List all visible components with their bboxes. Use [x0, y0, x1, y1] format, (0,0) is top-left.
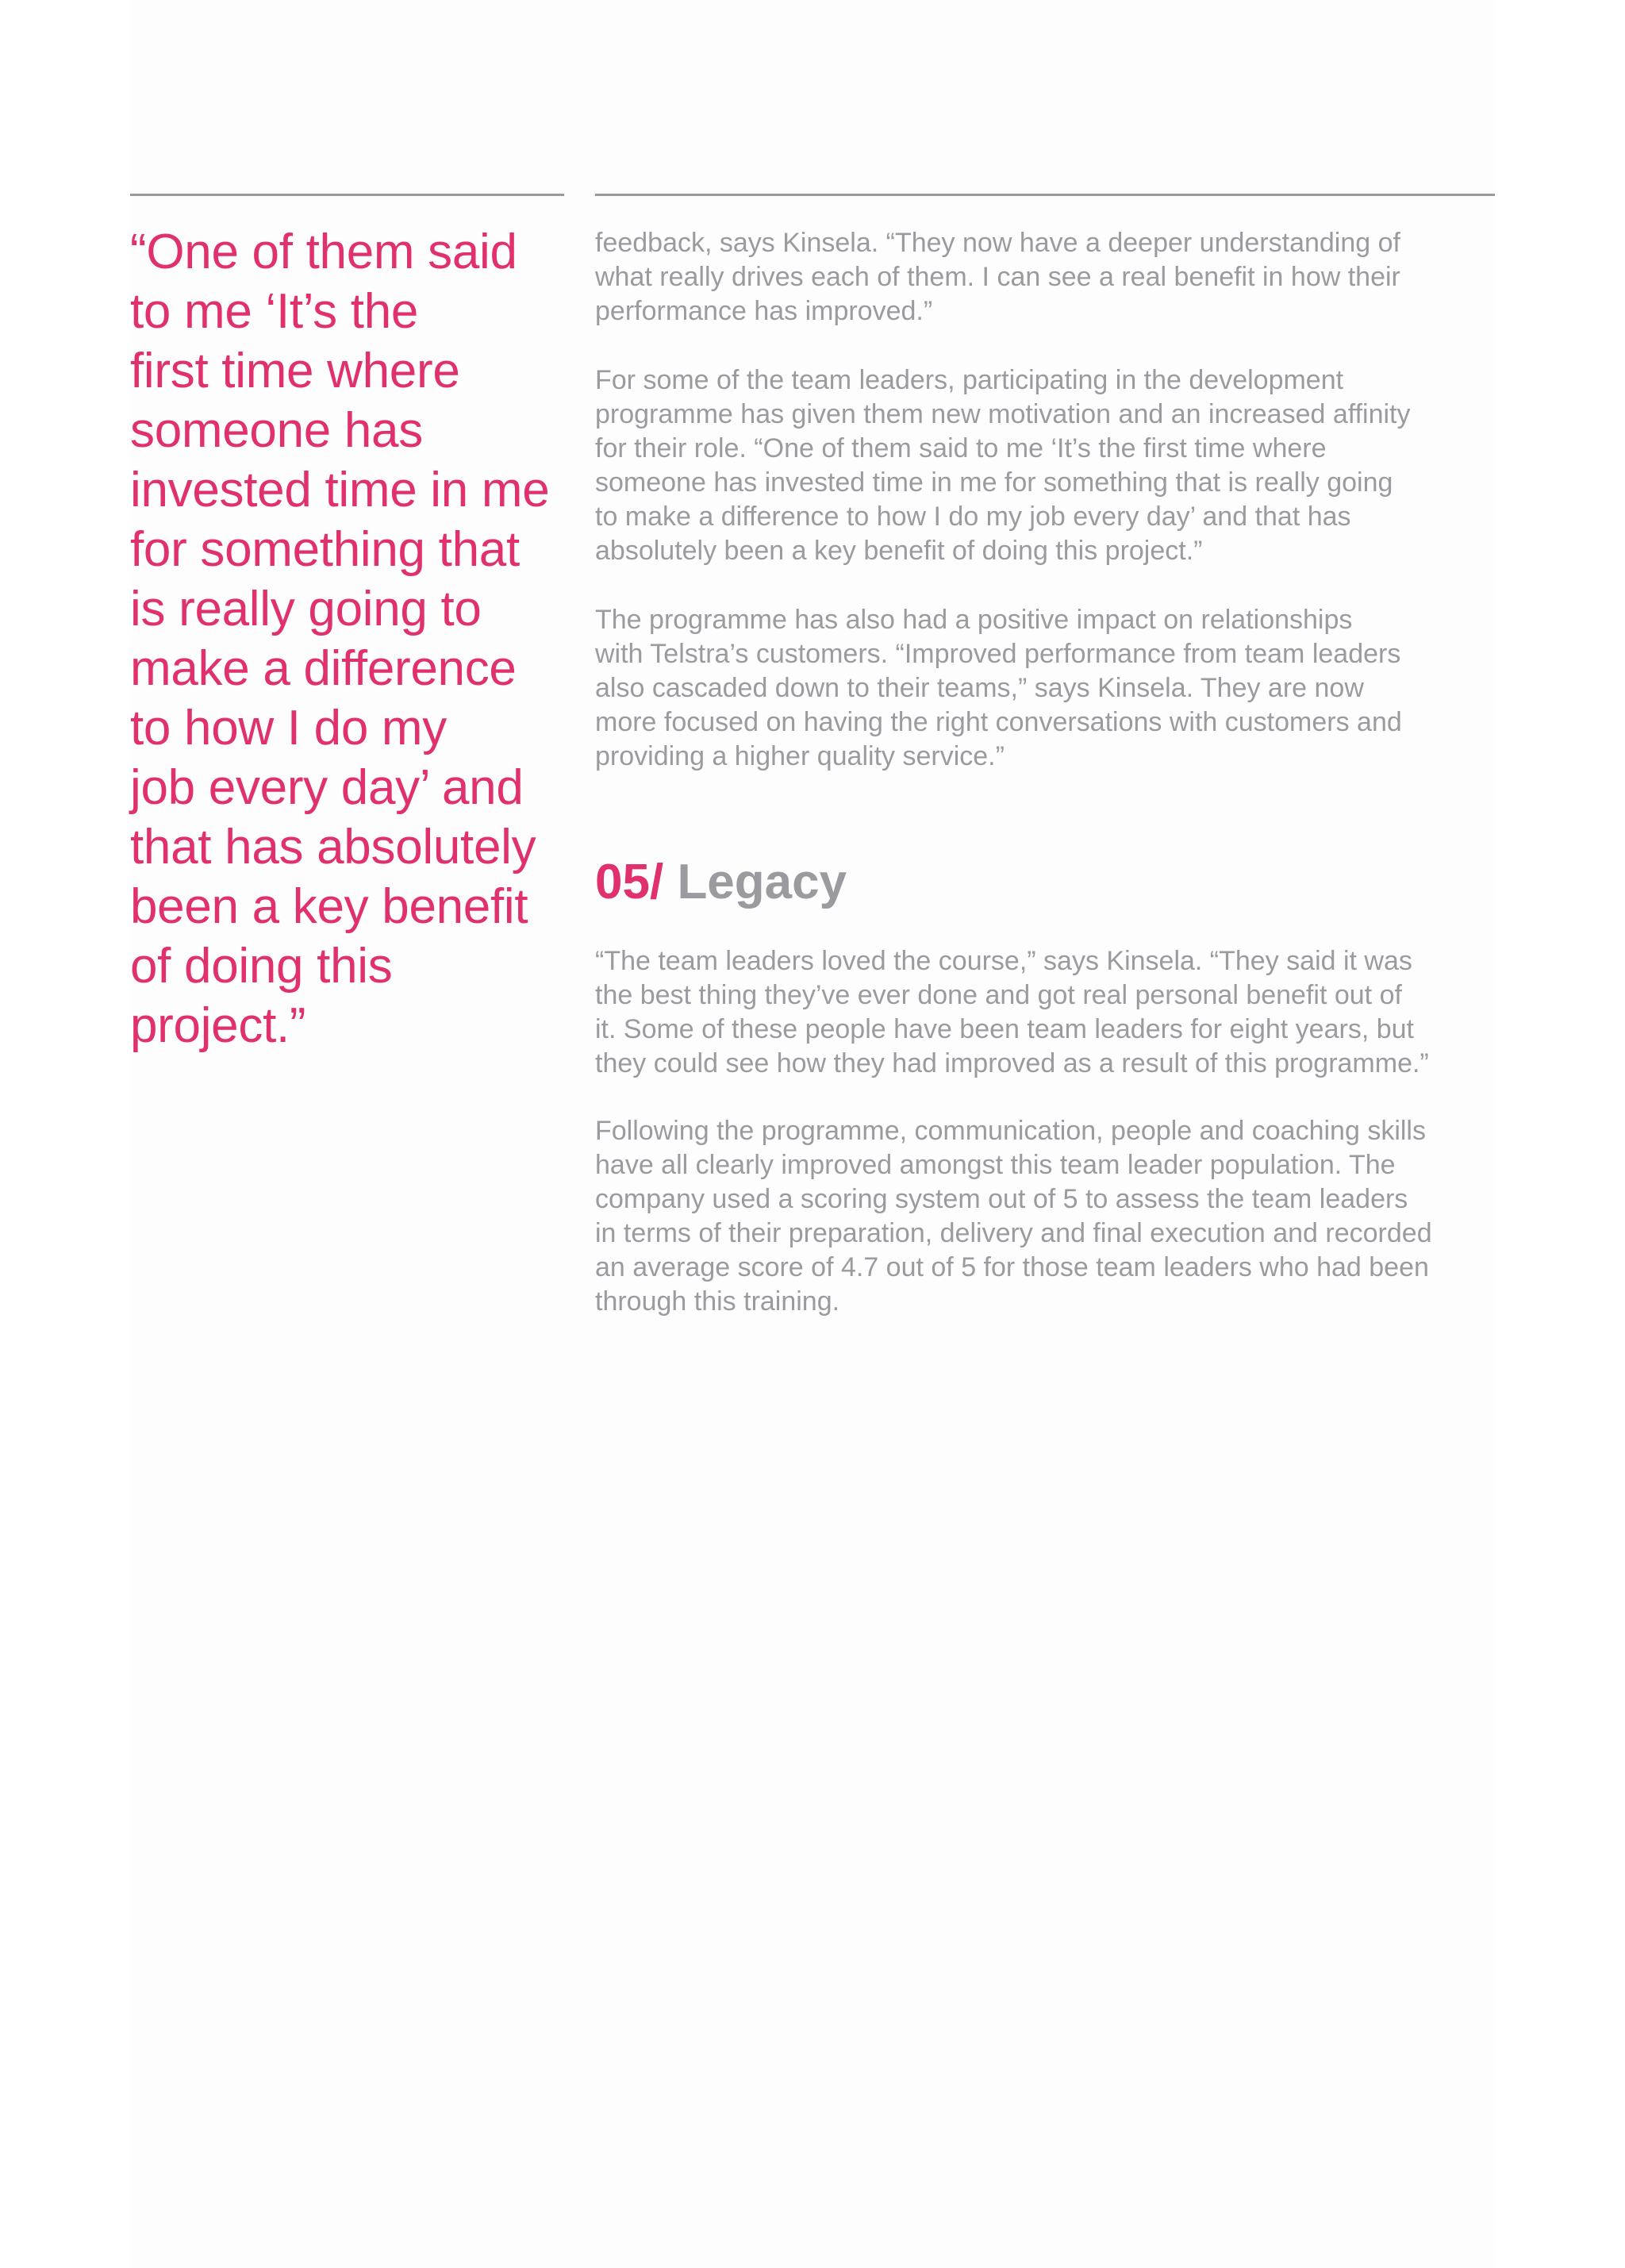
body-line: for their role. “One of them said to me ‘It’s the first time where [595, 433, 1327, 463]
pull-quote-line: first time where [130, 344, 460, 398]
body-line: someone has invested time in me for something that is really going [595, 467, 1393, 498]
body-line: feedback, says Kinsela. “They now have a deeper understanding of [595, 228, 1400, 258]
body-line: it. Some of these people have been team leaders for eight years, but [595, 1014, 1414, 1044]
pull-quote-line: for something that [130, 522, 520, 577]
body-line: absolutely been a key benefit of doing this project.” [595, 536, 1203, 566]
section-heading [595, 854, 847, 911]
body-line: more focused on having the right conversations with customers and [595, 707, 1402, 737]
body-line: an average score of 4.7 out of 5 for those team leaders who had been [595, 1252, 1429, 1282]
body-line: performance has improved.” [595, 296, 933, 326]
body-paragraph-motivation [595, 363, 1500, 568]
body-paragraph-results [595, 1114, 1500, 1319]
body-line: “The team leaders loved the course,” says Kinsela. “They said it was [595, 946, 1412, 976]
body-line: company used a scoring system out of 5 to assess the team leaders [595, 1184, 1408, 1214]
body-line: the best thing they’ve ever done and got real personal benefit out of [595, 980, 1402, 1010]
body-line: with Telstra’s customers. “Improved performance from team leaders [595, 639, 1401, 669]
body-line: For some of the team leaders, participating in the development [595, 365, 1344, 395]
body-line: providing a higher quality service.” [595, 741, 1005, 771]
body-line: programme has given them new motivation and an increased affinity [595, 399, 1411, 429]
pull-quote [130, 222, 574, 1055]
pull-quote-line: that has absolutely [130, 820, 536, 875]
pull-quote-line: to how I do my [130, 701, 447, 755]
section-number: 05/ [595, 855, 664, 909]
pull-quote-line: to me ‘It’s the [130, 284, 419, 339]
section-title: Legacy [677, 855, 847, 909]
body-line: also cascaded down to their teams,” says Kinsela. They are now [595, 673, 1364, 703]
pull-quote-line: been a key benefit [130, 879, 528, 934]
left-column-divider [130, 194, 564, 196]
body-line: they could see how they had improved as a result of this programme.” [595, 1048, 1429, 1078]
body-line: Following the programme, communication, people and coaching skills [595, 1116, 1426, 1146]
pull-quote-line: project.” [130, 998, 306, 1053]
pull-quote-line: someone has [130, 403, 423, 458]
pull-quote-line: job every day’ and [130, 760, 524, 815]
body-paragraph-customers [595, 603, 1500, 774]
body-line: what really drives each of them. I can see a real benefit in how their [595, 262, 1400, 292]
pull-quote-line: make a difference [130, 641, 517, 696]
body-line: in terms of their preparation, delivery and final execution and recorded [595, 1218, 1432, 1248]
body-line: to make a difference to how I do my job every day’ and that has [595, 502, 1351, 532]
body-line: through this training. [595, 1286, 840, 1317]
pull-quote-line: of doing this [130, 939, 393, 994]
right-column-divider [595, 194, 1495, 196]
body-line: The programme has also had a positive impact on relationships [595, 605, 1353, 635]
body-paragraph-course [595, 944, 1500, 1081]
body-line: have all clearly improved amongst this team leader population. The [595, 1150, 1396, 1180]
pull-quote-line: “One of them said [130, 225, 517, 279]
pull-quote-line: invested time in me [130, 463, 550, 517]
pull-quote-line: is really going to [130, 582, 482, 636]
body-paragraph-feedback [595, 226, 1500, 329]
